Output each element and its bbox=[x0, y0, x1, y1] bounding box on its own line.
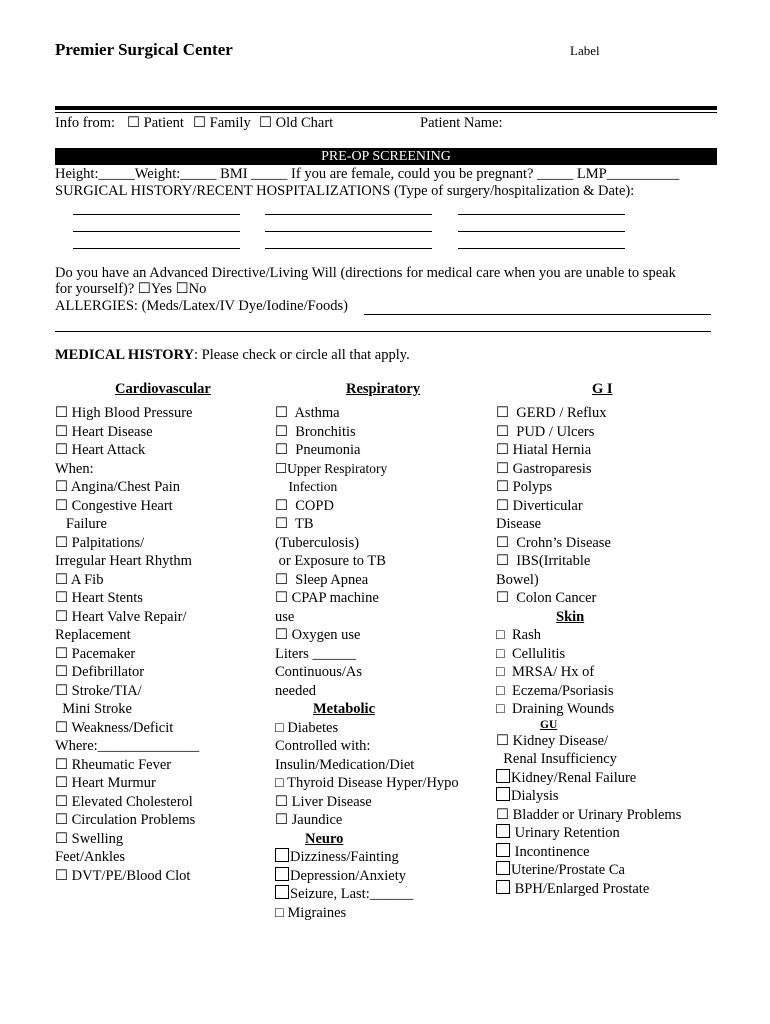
list-item[interactable]: ☐ Rheumatic Fever bbox=[55, 756, 172, 773]
advanced-directive-options[interactable]: for yourself)? ☐Yes ☐No bbox=[55, 281, 207, 297]
checkbox[interactable] bbox=[496, 769, 510, 783]
checkbox[interactable] bbox=[275, 867, 289, 881]
list-item[interactable]: ☐ Heart Valve Repair/ bbox=[55, 608, 187, 625]
list-item[interactable]: ☐ Elevated Cholesterol bbox=[55, 793, 193, 810]
list-item[interactable]: ☐ Angina/Chest Pain bbox=[55, 479, 180, 495]
list-item[interactable] bbox=[496, 880, 681, 899]
list-item[interactable]: ☐ IBS(Irritable bbox=[496, 553, 591, 569]
list-item[interactable] bbox=[496, 861, 681, 880]
checkbox[interactable] bbox=[275, 848, 289, 862]
list-item[interactable]: ☐ Heart Attack bbox=[55, 442, 146, 458]
list-item[interactable] bbox=[275, 867, 459, 886]
list-item[interactable]: ☐ Pneumonia bbox=[275, 442, 361, 458]
list-item: Insulin/Medication/Diet bbox=[275, 756, 415, 773]
list-item: use bbox=[275, 608, 295, 625]
vitals-line[interactable]: Height:_____Weight:_____ BMI _____ If you are female, could you be pregnant? _____ LMP__________ bbox=[55, 166, 680, 182]
list-item[interactable]: □ MRSA/ Hx of bbox=[496, 664, 595, 680]
gi-list bbox=[496, 404, 681, 898]
list-item[interactable]: ☐ Swelling bbox=[55, 830, 124, 847]
checkbox[interactable] bbox=[496, 787, 510, 801]
cardiovascular-header: Cardiovascular bbox=[115, 381, 211, 397]
checkbox[interactable] bbox=[496, 861, 510, 875]
list-item: Failure bbox=[55, 516, 107, 532]
neuro-header: Neuro bbox=[305, 830, 344, 847]
advanced-directive-question: Do you have an Advanced Directive/Living Will (directions for medical care when you are unable to speak bbox=[55, 265, 676, 281]
cardiovascular-list bbox=[55, 404, 199, 885]
metabolic-header: Metabolic bbox=[313, 701, 376, 717]
list-item-label: BPH/Enlarged Prostate bbox=[511, 880, 650, 897]
respiratory-list bbox=[275, 404, 459, 922]
list-item-label: Depression/Anxiety bbox=[290, 867, 406, 884]
list-item[interactable]: □ Cellulitis bbox=[496, 645, 566, 662]
list-item[interactable]: ☐ Diverticular bbox=[496, 497, 583, 514]
list-item-label: Dizziness/Fainting bbox=[290, 849, 399, 865]
medical-history-heading bbox=[55, 347, 410, 364]
allergies-blank-2[interactable] bbox=[55, 331, 711, 332]
list-item[interactable]: ☐ Bladder or Urinary Problems bbox=[496, 806, 682, 823]
list-item: or Exposure to TB bbox=[275, 553, 386, 569]
header-rule-thick bbox=[55, 106, 717, 110]
list-item[interactable] bbox=[496, 843, 681, 862]
list-item[interactable]: ☐ Kidney Disease/ bbox=[496, 732, 609, 749]
list-item[interactable]: ☐ TB bbox=[275, 516, 314, 532]
list-item[interactable]: □ Thyroid Disease Hyper/Hypo bbox=[275, 775, 459, 791]
list-item: When: bbox=[55, 460, 94, 477]
list-item[interactable]: ☐ Jaundice bbox=[275, 812, 343, 828]
list-item[interactable] bbox=[275, 885, 459, 904]
list-item: Infection bbox=[275, 479, 338, 494]
list-item[interactable]: ☐ Heart Murmur bbox=[55, 775, 156, 791]
skin-header: Skin bbox=[556, 608, 585, 625]
respiratory-header: Respiratory bbox=[346, 381, 421, 397]
list-item[interactable]: ☐Upper Respiratory bbox=[275, 460, 388, 476]
list-item[interactable]: ☐ A Fib bbox=[55, 571, 104, 588]
header-rule-thin bbox=[55, 112, 717, 113]
list-item[interactable]: ☐ Defibrillator bbox=[55, 664, 145, 680]
list-item: Disease bbox=[496, 516, 542, 532]
allergies-label: ALLERGIES: (Meds/Latex/IV Dye/Iodine/Foods) bbox=[55, 298, 348, 314]
list-item-label: Urinary Retention bbox=[511, 825, 620, 841]
list-item[interactable] bbox=[496, 769, 681, 788]
info-from-old-chart-checkbox[interactable]: ☐ Old Chart bbox=[259, 115, 334, 131]
info-from-patient-checkbox[interactable]: ☐ Patient bbox=[127, 115, 184, 131]
list-item[interactable]: ☐ Pacemaker bbox=[55, 645, 136, 662]
medical-history-title: MEDICAL HISTORY bbox=[55, 347, 195, 363]
list-item[interactable]: ☐ Oxygen use bbox=[275, 627, 361, 643]
checkbox[interactable] bbox=[496, 824, 510, 838]
list-item[interactable]: ☐ Heart Disease bbox=[55, 423, 153, 440]
list-item[interactable]: □ Rash bbox=[496, 627, 542, 643]
list-item[interactable]: ☐ Polyps bbox=[496, 479, 553, 495]
list-item[interactable]: ☐ Palpitations/ bbox=[55, 534, 145, 551]
label-placeholder: Label bbox=[570, 43, 600, 58]
list-item: needed bbox=[275, 682, 317, 699]
list-item: Renal Insufficiency bbox=[496, 751, 617, 767]
info-from-family-checkbox[interactable]: ☐ Family bbox=[193, 115, 251, 131]
list-item[interactable]: ☐ Asthma bbox=[275, 405, 340, 421]
list-item: Controlled with: bbox=[275, 738, 371, 754]
list-item: Replacement bbox=[55, 627, 131, 643]
list-item[interactable]: □ Diabetes bbox=[275, 719, 339, 736]
list-item[interactable] bbox=[275, 848, 459, 867]
list-item[interactable]: ☐ High Blood Pressure bbox=[55, 405, 193, 421]
list-item: Mini Stroke bbox=[55, 701, 132, 717]
list-item[interactable]: □ Draining Wounds bbox=[496, 701, 615, 717]
medical-history-instructions: : Please check or circle all that apply. bbox=[194, 347, 410, 363]
list-item[interactable] bbox=[496, 787, 681, 806]
list-item: Feet/Ankles bbox=[55, 849, 126, 865]
list-item[interactable]: □ Migraines bbox=[275, 904, 347, 921]
list-item: Irregular Heart Rhythm bbox=[55, 553, 192, 569]
list-item[interactable]: ☐ GERD / Reflux bbox=[496, 405, 607, 421]
list-item: Bowel) bbox=[496, 571, 539, 588]
list-item[interactable]: Liters ______ bbox=[275, 645, 356, 662]
list-item-label: Seizure, Last:______ bbox=[290, 886, 414, 902]
list-item[interactable]: □ Eczema/Psoriasis bbox=[496, 682, 614, 699]
patient-name-label: Patient Name: bbox=[420, 115, 503, 131]
list-item[interactable]: ☐ Sleep Apnea bbox=[275, 571, 369, 588]
list-item: (Tuberculosis) bbox=[275, 534, 360, 551]
list-item[interactable]: ☐ Circulation Problems bbox=[55, 812, 196, 828]
list-item[interactable]: ☐ Weakness/Deficit bbox=[55, 719, 174, 736]
list-item[interactable]: ☐ COPD bbox=[275, 497, 334, 514]
list-item[interactable]: ☐ Liver Disease bbox=[275, 793, 372, 810]
gu-header: GU bbox=[540, 718, 558, 731]
gi-header: G I bbox=[592, 381, 613, 397]
list-item[interactable]: ☐ Congestive Heart bbox=[55, 497, 173, 514]
list-item-label: Uterine/Prostate Ca bbox=[511, 862, 625, 878]
list-item[interactable]: ☐ DVT/PE/Blood Clot bbox=[55, 867, 191, 884]
allergies-blank-1[interactable] bbox=[364, 314, 711, 315]
checkbox[interactable] bbox=[275, 885, 289, 899]
list-item[interactable]: ☐ Bronchitis bbox=[275, 423, 356, 440]
list-item[interactable]: ☐ Crohn’s Disease bbox=[496, 534, 611, 551]
info-from-label: Info from: bbox=[55, 115, 115, 131]
page-title: Premier Surgical Center bbox=[55, 40, 233, 59]
list-item: Continuous/As bbox=[275, 664, 363, 680]
list-item[interactable]: ☐ Hiatal Hernia bbox=[496, 442, 592, 458]
pre-op-screening-bar: PRE-OP SCREENING bbox=[55, 148, 717, 165]
list-item-label: Incontinence bbox=[511, 843, 590, 860]
checkbox[interactable] bbox=[496, 843, 510, 857]
list-item[interactable]: ☐ Gastroparesis bbox=[496, 460, 592, 477]
list-item[interactable] bbox=[496, 824, 681, 843]
checkbox[interactable] bbox=[496, 880, 510, 894]
list-item[interactable]: ☐ PUD / Ulcers bbox=[496, 423, 595, 440]
list-item[interactable]: ☐ Heart Stents bbox=[55, 590, 143, 606]
list-item[interactable]: ☐ Stroke/TIA/ bbox=[55, 682, 142, 699]
list-item[interactable]: ☐ CPAP machine bbox=[275, 590, 379, 606]
surgical-history-label: SURGICAL HISTORY/RECENT HOSPITALIZATIONS (Type of surgery/hospitalization & Date): bbox=[55, 183, 635, 199]
list-item-label: Dialysis bbox=[511, 788, 559, 804]
list-item[interactable]: Where:______________ bbox=[55, 738, 200, 754]
list-item-label: Kidney/Renal Failure bbox=[511, 769, 637, 786]
list-item[interactable]: ☐ Colon Cancer bbox=[496, 590, 597, 606]
